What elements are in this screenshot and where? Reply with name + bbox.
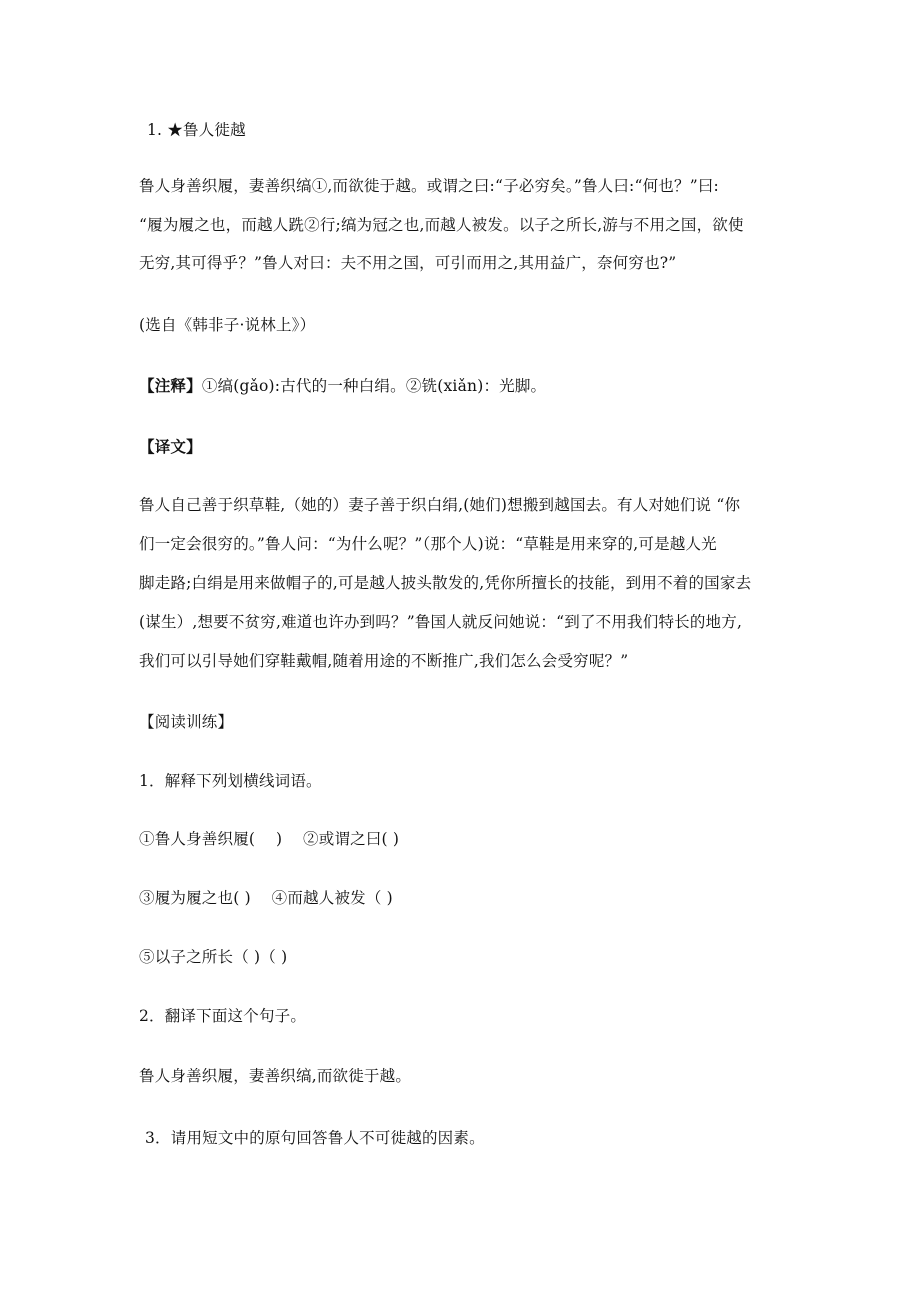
question-1: 1．解释下列划横线词语。	[139, 772, 322, 790]
translation-heading: 【译文】	[139, 437, 202, 456]
notes-label: 【注释】	[139, 376, 202, 395]
original-text-line-1: 鲁人身善织履，妻善织缟①,而欲徙于越。或谓之曰:“子必穷矣。”鲁人曰:“何也？”曰:	[139, 177, 719, 195]
question-1-item-row-3: ⑤以子之所长（ )（ )	[139, 948, 288, 966]
translation-line-1: 鲁人自己善于织草鞋,（她的）妻子善于织白绢,(她们)想搬到越国去。有人对她们说 “你	[139, 496, 741, 514]
translation-line-2: 们一定会很穷的。”鲁人问：“为什么呢？”（那个人)说：“草鞋是用来穿的,可是越人光	[139, 535, 717, 553]
question-1-item-row-1: ①鲁人身善织履( ) ②或谓之曰( )	[139, 830, 400, 848]
question-2-sentence: 鲁人身善织履，妻善织缟,而欲徙于越。	[139, 1067, 412, 1085]
translation-line-4: (谋生）,想要不贫穷,难道也许办到吗？”鲁国人就反问她说：“到了不用我们特长的地方,	[139, 613, 743, 631]
translation-line-3: 脚走路;白绢是用来做帽子的,可是越人披头散发的,凭你所擅长的技能，到用不着的国家去	[139, 574, 752, 592]
training-heading: 【阅读训练】	[139, 713, 234, 731]
original-text-line-2: “履为履之也，而越人跣②行;缟为冠之也,而越人被发。以子之所长,游与不用之国，欲使	[139, 216, 744, 234]
translation-line-5: 我们可以引导她们穿鞋戴帽,随着用途的不断推广,我们怎么会受穷呢？”	[139, 652, 629, 670]
question-1-item-row-2: ③履为履之也( ) ④而越人被发（ )	[139, 889, 393, 907]
question-3: 3．请用短文中的原句回答鲁人不可徙越的因素。	[145, 1129, 485, 1147]
article-title: 1. ★鲁人徙越	[147, 121, 246, 139]
notes-text: ①缟(gǎo):古代的一种白绢。②铣(xiǎn)：光脚。	[201, 377, 547, 395]
original-text-line-3: 无穷,其可得乎？”鲁人对曰：夫不用之国，可引而用之,其用益广，奈何穷也?”	[139, 254, 677, 272]
question-2: 2．翻译下面这个句子。	[139, 1007, 307, 1025]
notes-paragraph	[139, 376, 789, 396]
source-citation: (选自《韩非子·说林上》）	[139, 316, 316, 334]
